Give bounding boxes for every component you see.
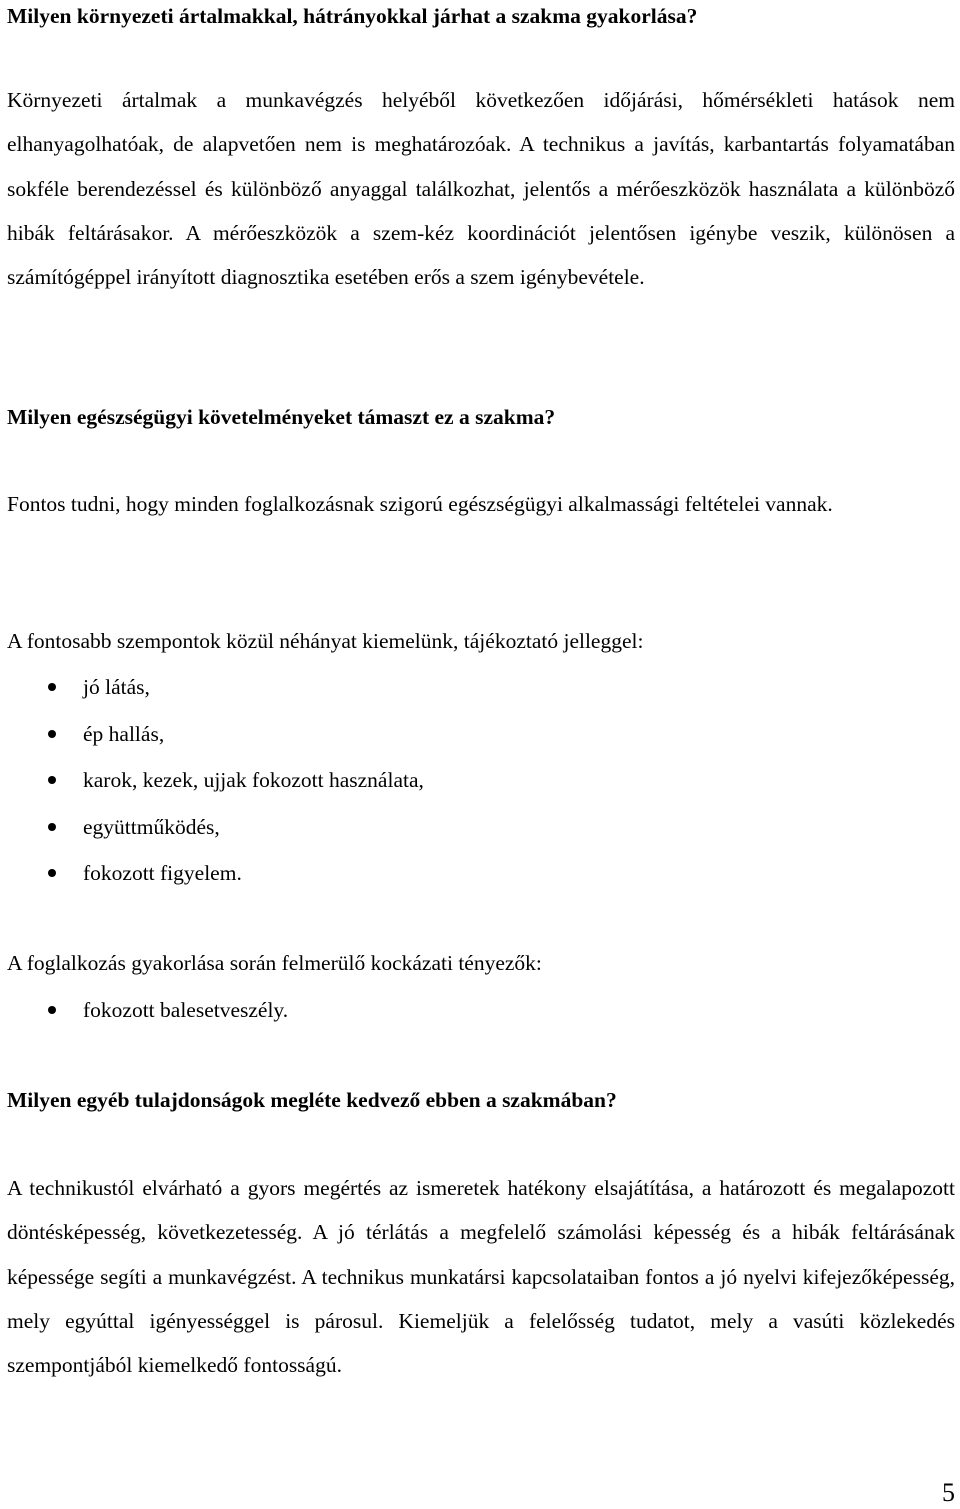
health-aspects-list [7, 672, 955, 888]
list-item [7, 858, 955, 888]
list-item [7, 765, 955, 795]
list-item-text: ép hallás, [83, 721, 165, 746]
page-number: 5 [942, 1478, 955, 1507]
list-item-text: együttműködés, [83, 814, 220, 839]
bullet-icon [48, 683, 56, 691]
section-heading-health-requirements: Milyen egészségügyi követelményeket támaszt ez a szakma? [7, 405, 556, 429]
section-heading-environmental-hazards: Milyen környezeti ártalmakkal, hátrányokkal járhat a szakma gyakorlása? [7, 4, 698, 28]
bullet-icon [48, 1006, 56, 1014]
list-item-text: fokozott figyelem. [83, 861, 242, 885]
list-item [7, 995, 955, 1025]
bullet-icon [48, 869, 56, 877]
list-item-text: karok, kezek, ujjak fokozott használata, [83, 768, 424, 792]
bullet-icon [48, 823, 56, 831]
list-item [7, 719, 955, 749]
section-heading-favorable-traits: Milyen egyéb tulajdonságok megléte kedvező ebben a szakmában? [7, 1088, 617, 1112]
paragraph-aspects-intro: A fontosabb szempontok közül néhányat kiemelünk, tájékoztató jelleggel: [7, 629, 644, 653]
paragraph-environmental-hazards: Környezeti ártalmak a munkavégzés helyéből következően időjárási, hőmérsékleti hatások nem elhanyagolhatóak, de alapvetően nem is meghatározóak. A technikus a javítás, karbantartás folyamatában sokféle berendezéssel és különböző anyaggal találkozhat, jelentős a mérőeszközök használata a különböző hibák feltárásakor. A mérőeszközök a szem-kéz koordinációt jelentősen igénybe veszik, különösen a számítógéppel irányított diagnosztika esetében erős a szem igénybevétele. [7, 88, 955, 290]
list-item [7, 672, 955, 702]
bullet-icon [48, 776, 56, 784]
paragraph-health-conditions: Fontos tudni, hogy minden foglalkozásnak szigorú egészségügyi alkalmassági feltételei vannak. [7, 492, 833, 516]
bullet-icon [48, 730, 56, 738]
list-item [7, 812, 955, 842]
list-item-text: jó látás, [83, 675, 150, 699]
risk-factors-list [7, 995, 955, 1025]
paragraph-risk-factors-intro: A foglalkozás gyakorlása során felmerülő kockázati tényezők: [7, 951, 542, 975]
paragraph-favorable-traits: A technikustól elvárható a gyors megértés az ismeretek hatékony elsajátítása, a határozott és megalapozott döntésképesség, következetesség. A jó térlátás a megfelelő számolási képesség és a hibák feltárásának képessége segíti a munkavégzést. A technikus munkatársi kapcsolataiban fontos a jó nyelvi kifejezőképesség, mely egyúttal igényességgel is párosul. Kiemeljük a felelősség tudatot, mely a vasúti közlekedés szempontjából kiemelkedő fontosságú. [7, 1176, 955, 1378]
list-item-text: fokozott balesetveszély. [83, 998, 289, 1022]
